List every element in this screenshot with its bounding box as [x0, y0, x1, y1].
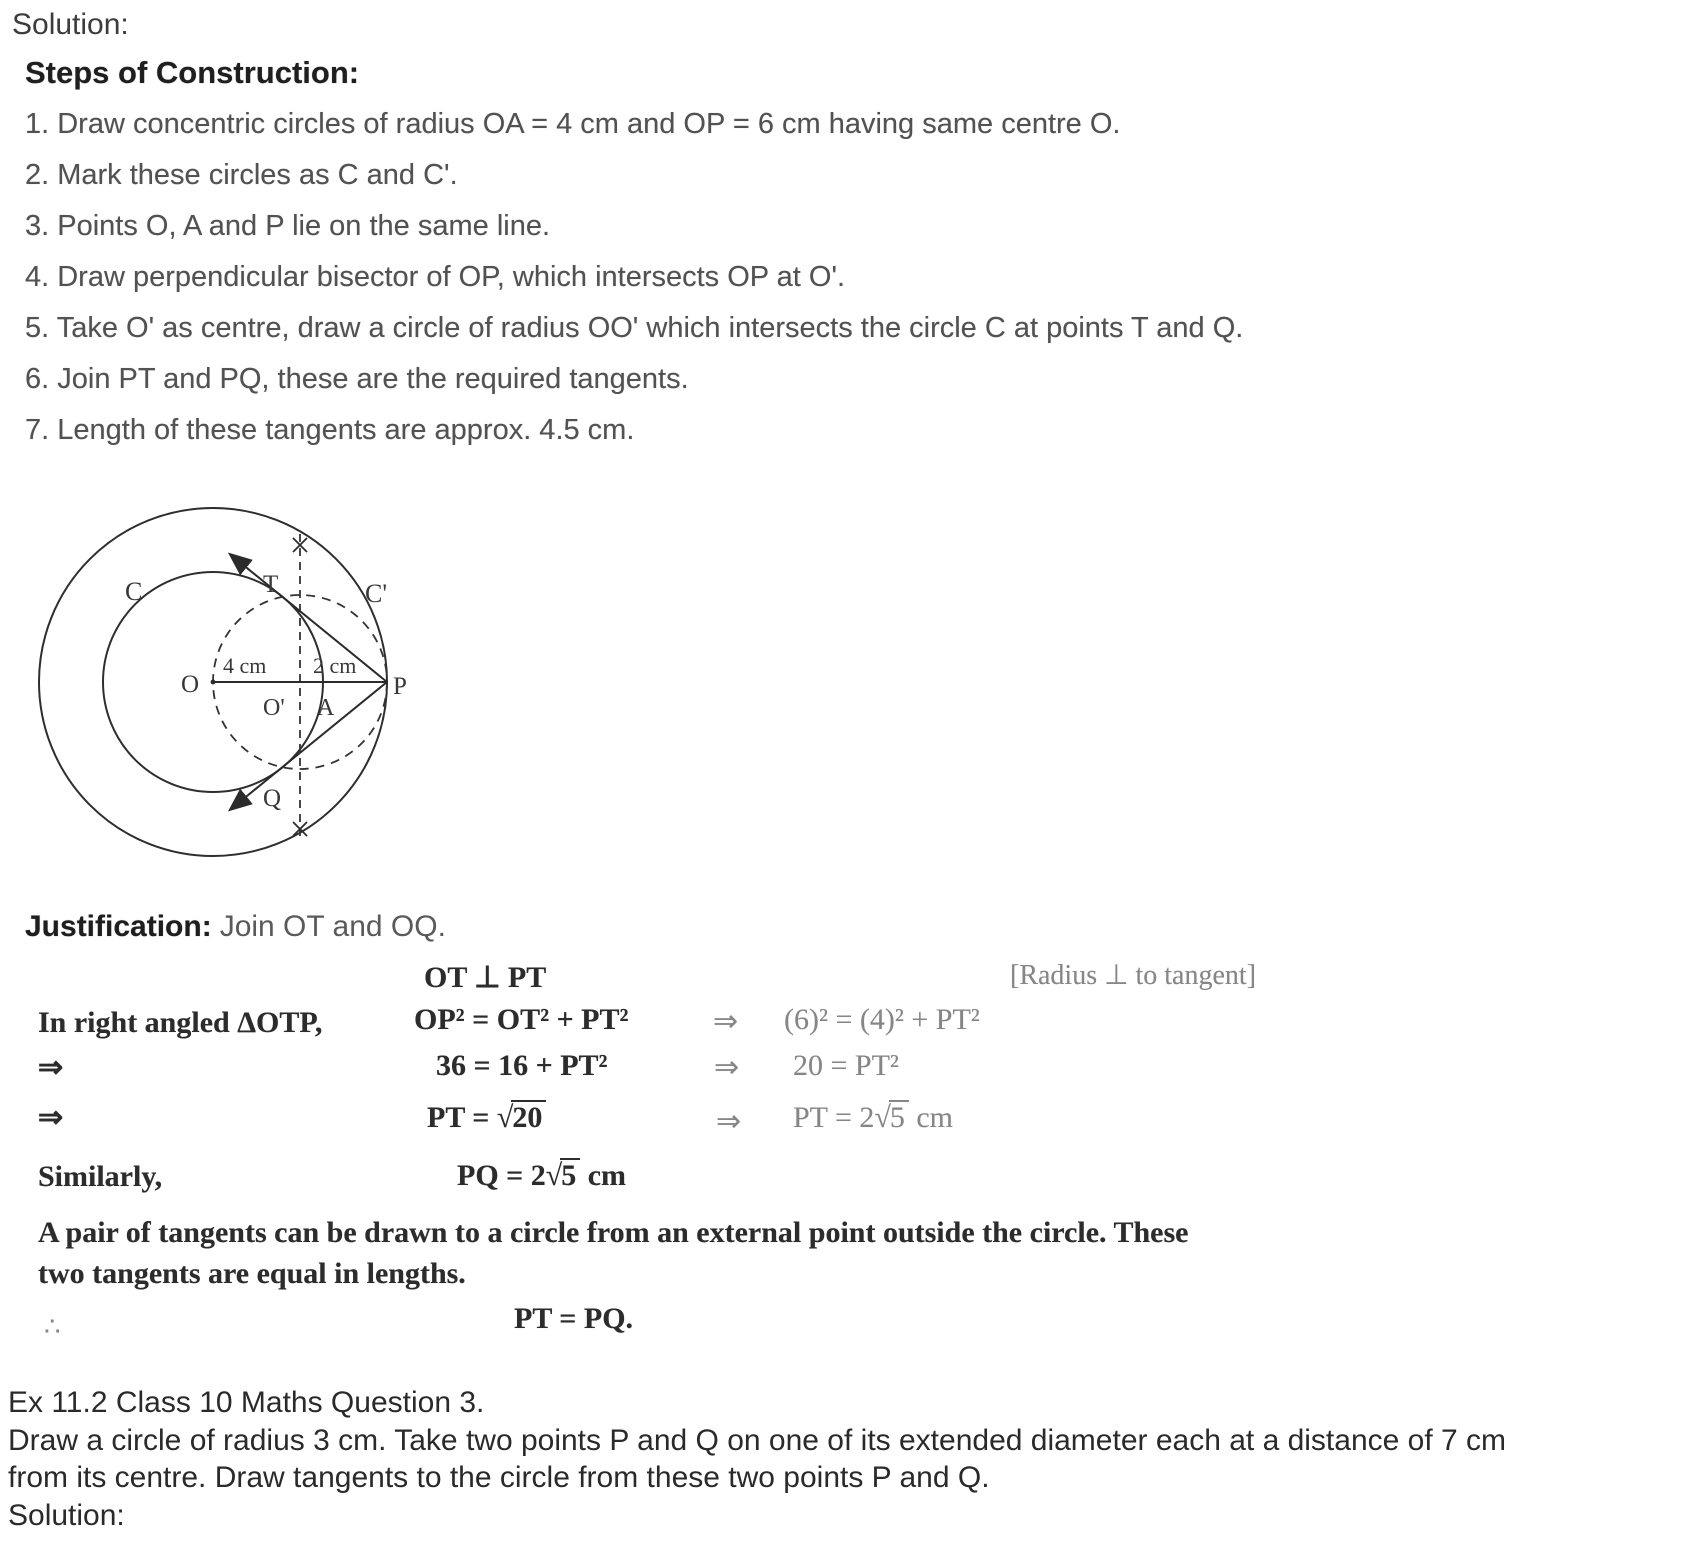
conclusion-text-line2: two tangents are equal in lengths.: [38, 1257, 466, 1290]
step-item: 1. Draw concentric circles of radius OA = 4 cm and OP = 6 cm having same centre O.: [25, 108, 1121, 140]
justification-line: [25, 910, 446, 944]
label-point-o: O: [181, 671, 200, 698]
math-text: cm: [580, 1159, 627, 1192]
label-distance-2cm: 2 cm: [313, 653, 357, 678]
label-point-p: P: [393, 673, 407, 700]
math-row3-result: 20 = PT²: [793, 1049, 899, 1082]
steps-list: [25, 104, 1243, 461]
math-row3-eq: 36 = 16 + PT²: [436, 1049, 608, 1082]
justification-heading: Justification:: [25, 910, 212, 943]
step-item: 5. Take O' as centre, draw a circle of radius OO' which intersects the circle C at points T and Q.: [25, 312, 1244, 344]
implies-icon: ⇒: [713, 1005, 739, 1038]
construction-diagram: [25, 452, 445, 882]
implies-icon: ⇒: [716, 1105, 742, 1138]
math-text: cm: [908, 1101, 954, 1134]
math-row4-result: [793, 1100, 953, 1135]
label-point-a: A: [317, 695, 335, 721]
math-text: PT = √: [427, 1101, 514, 1134]
solution-label: Solution:: [12, 8, 129, 41]
math-row5-eq: [457, 1158, 626, 1193]
step-item: 6. Join PT and PQ, these are the required tangents.: [25, 363, 689, 395]
math-final-eq: PT = PQ.: [514, 1302, 634, 1335]
implies-icon: ⇒: [714, 1051, 740, 1084]
step-item: 4. Draw perpendicular bisector of OP, which intersects OP at O'.: [25, 261, 846, 293]
therefore-icon: ∴: [44, 1312, 61, 1341]
math-row5-label: Similarly,: [38, 1160, 163, 1193]
next-question-block: [8, 1384, 1506, 1534]
math-row2-label: In right angled ΔOTP,: [38, 1006, 323, 1039]
question-text-line2: from its centre. Draw tangents to the circle from these two points P and Q.: [8, 1461, 990, 1494]
implies-icon: ⇒: [38, 1101, 64, 1134]
math-note: [Radius ⊥ to tangent]: [1010, 960, 1257, 991]
math-row4-eq: [427, 1100, 546, 1135]
radicand: 5: [889, 1100, 909, 1133]
label-distance-4cm: 4 cm: [223, 653, 267, 678]
radicand: 20: [511, 1100, 546, 1133]
math-eq-ot-perp: OT ⊥ PT: [424, 961, 547, 994]
question-title: Ex 11.2 Class 10 Maths Question 3.: [8, 1386, 485, 1419]
step-item: 2. Mark these circles as C and C'.: [25, 159, 458, 191]
label-point-t: T: [263, 571, 279, 598]
math-row2-result: (6)² = (4)² + PT²: [784, 1003, 980, 1036]
label-point-q: Q: [263, 785, 282, 812]
question-text-line1: Draw a circle of radius 3 cm. Take two points P and Q on one of its extended diameter each at a distance of 7 cm: [8, 1423, 1507, 1457]
label-circle-cprime: C': [365, 579, 388, 608]
radicand: 5: [560, 1158, 580, 1191]
label-circle-c: C: [125, 577, 143, 606]
implies-icon: ⇒: [38, 1051, 64, 1084]
tangent-pq: [231, 682, 387, 809]
math-row2-eq: OP² = OT² + PT²: [414, 1003, 629, 1036]
conclusion-text-line1: A pair of tangents can be drawn to a circle from an external point outside the circle. These: [38, 1216, 1189, 1249]
math-text: PQ = 2√: [457, 1159, 563, 1192]
justification-intro: Join OT and OQ.: [219, 910, 446, 943]
solution-label-bottom: Solution:: [8, 1498, 125, 1532]
point-o-dot: [211, 680, 216, 685]
label-point-oprime: O': [263, 695, 285, 721]
math-text: PT = 2√: [793, 1101, 891, 1134]
step-item: 3. Points O, A and P lie on the same line.: [25, 210, 551, 242]
steps-heading: Steps of Construction:: [25, 55, 360, 90]
step-item: 7. Length of these tangents are approx. 4.5 cm.: [25, 414, 635, 446]
